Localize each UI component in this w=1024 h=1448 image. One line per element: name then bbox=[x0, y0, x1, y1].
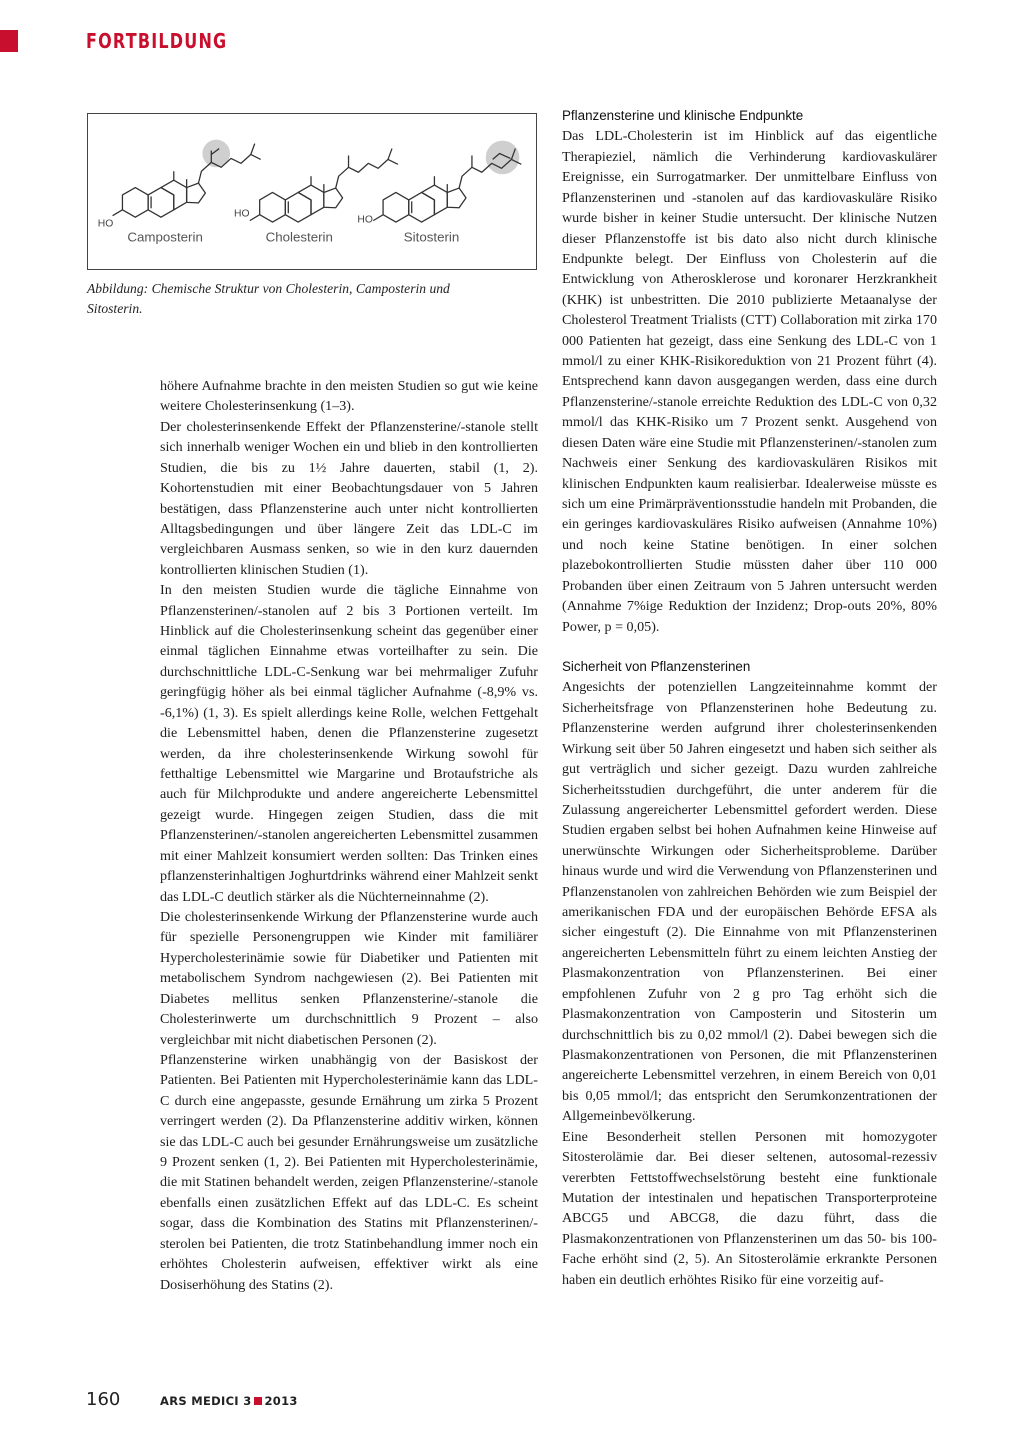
paragraph: Eine Besonderheit stellen Personen mit homozygoter Sitosterolämie dar. Bei dieser seltenen, autosomal-rezessiv vererbten Fettstoffwechselstörung besteht eine funktionale Mutation der intestinalen und hepatischen Transporterproteine ABCG5 und ABCG8, die dazu führt, dass die Plasmakonzentrationen von Pflanzensterinen um das 50- bis 100-Fache erhöht sind (2, 5). An Sitosterolämie erkrankte Personen haben ein deutlich erhöhtes Risiko für eine vorzeitig auf- bbox=[562, 1128, 937, 1288]
journal-name: ARS MEDICI 3 bbox=[160, 1394, 252, 1408]
journal-year: 2013 bbox=[264, 1394, 298, 1408]
camposterin-label: Camposterin bbox=[127, 229, 203, 245]
right-column bbox=[562, 106, 937, 1290]
spacer bbox=[562, 637, 937, 657]
page-number: 160 bbox=[86, 1389, 121, 1410]
ho-label-chol: HO bbox=[234, 208, 250, 220]
paragraph: In den meisten Studien wurde die tägliche Einnahme von Pflanzensterinen/-stanolen auf 2 bis 3 Portionen verteilt. Im Hinblick auf die Cholesterinsenkung scheint das gegenüber einer einmal täglichen Einnahme etwas vorteilhafter zu sein. Die durchschnittliche LDL-C-Senkung war bei mehrmaliger Zufuhr geringfügig höher als bei einmal täglicher Aufnahme (-8,9% vs. -6,1%) (1, 3). Es spielt allerdings keine Rolle, welchen Fettgehalt die Lebensmittel haben, denen die Pflanzensterine zugesetzt werden, da ihre cholesterinsenkende Wirkung sowohl für fetthaltige Lebensmittel wie Margarine und Brotaufstriche als auch für Milchprodukte und andere angereicherte Lebensmittel gezeigt wurde. Hingegen zeigen Studien, dass die mit Pflanzensterinen/-stanolen angereicherten Lebensmittel zusammen mit einer Mahlzeit konsumiert werden sollten: Das Trinken eines pflanzensterinhaltigen Joghurtdrinks während einer Mahlzeit senkt das LDL-C deutlich stärker als die Nüchterneinnahme (2). bbox=[160, 582, 538, 905]
section-heading: Sicherheit von Pflanzensterinen bbox=[562, 658, 751, 674]
sitosterin-label: Sitosterin bbox=[403, 229, 460, 245]
section-heading: Pflanzensterine und klinische Endpunkte bbox=[562, 108, 804, 123]
left-column bbox=[160, 376, 538, 1295]
section-title: FORTBILDUNG bbox=[86, 29, 228, 53]
paragraph: Pflanzensterine wirken unabhängig von der Basiskost der Patienten. Bei Patienten mit Hypercholesterinämie kann das LDL-C durch eine angepasste, gesunde Ernährung um zirka 5 Prozent verringert werden (2). Da Pflanzensterine additiv wirken, können sie das LDL-C auch bei gesunder Ernährungsweise um zusätzliche 9 Prozent senken (1, 2). Bei Patienten mit Hypercholesterinämie, die mit Statinen behandelt werden, zeigen Pflanzensterine/-stanole ebenfalls einen zusätzlichen Effekt auf das LDL-C. Es scheint sogar, dass die Kombination des Statins mit Pflanzensterinen/-sterolen bei Patienten, die trotz Statinbehandlung immer noch ein erhöhtes Cholesterin aufweisen, effektiver wirkt als eine Dosiserhöhung des Statins (2). bbox=[160, 1051, 538, 1293]
paragraph: Das LDL-Cholesterin ist im Hinblick auf das eigentliche Therapieziel, nämlich die Verhinderung kardiovaskulärer Ereignisse, ein Surrogatmarker. Der unmittelbare Einfluss von Pflanzensterinen und -stanolen auf das kardiovaskuläre Risiko wurde bisher in keiner Studie untersucht. Der klinische Nutzen dieser Pflanzenstoffe ist bis dato also nicht durch klinische Endpunkte belegt. Der Einfluss von Cholesterin auf die Entwicklung von Atherosklerose und koronarer Herzkrankheit (KHK) ist unbestritten. Die 2010 publizierte Metaanalyse der Cholesterol Treatment Trialists (CTT) Collaboration mit zirka 170 000 Patienten hat gezeigt, dass eine Senkung des LDL-C von 1 mmol/l zu einer KHK-Risikoreduktion von 21 Prozent führt (4). Entsprechend kann davon ausgegangen werden, dass eine durch Pflanzensterine/-stanole erreichte Reduktion des LDL-C von 0,32 mmol/l das KHK-Risiko um 7 Prozent senkt. Ausgehend von diesen Daten wäre eine Studie mit Pflanzensterinen/-stanolen zum Nachweis einer Senkung des kardiovaskulären Risikos mit klinischen Endpunkten kaum realisierbar. Idealerweise müsste es sich um eine Primärpräventionsstudie handeln mit Probanden, die ein geringes kardiovaskuläres Risiko aufweisen (Annahme 10%) und noch keine Statine benötigen. In einer solchen plazebokontrollierten Studie müssten daher über 110 000 Probanden über einen Zeitraum von 5 Jahren untersucht werden (Annahme 7%ige Reduktion der Inzidenz; Drop-outs 20%, 80% Power, p = 0,05). bbox=[562, 128, 937, 635]
section-marker bbox=[0, 30, 18, 52]
paragraph: Die cholesterinsenkende Wirkung der Pflanzensterine wurde auch für spezielle Personengruppen wie Kinder mit familiärer Hypercholesterinämie sowie für Diabetiker und Patienten mit metabolischem Syndrom nachgewiesen (2). Bei Patienten mit Diabetes mellitus senken Pflanzensterine/-stanole die Cholesterinwerte um durchschnittlich 9 Prozent – also vergleichbar mit nicht diabetischen Personen (2). bbox=[160, 908, 538, 1048]
paragraph: Angesichts der potenziellen Langzeiteinnahme kommt der Sicherheitsfrage von Pflanzensterinen hohe Bedeutung zu. Pflanzensterine werden aufgrund ihrer cholesterinsenkenden Wirkung seit über 50 Jahren eingesetzt und haben sich seither als gut verträglich und sicher gezeigt. Dazu wurden zahlreiche Sicherheitsstudien durchgeführt, die unter anderem für die Zulassung angereicherter Lebensmittel gefordert werden. Diese Studien ergaben selbst bei hohen Aufnahmen keine Hinweise auf unerwünschte Wirkungen oder Sicherheitsprobleme. Darüber hinaus wurde und wird die Verwendung von Pflanzensterinen und Pflanzenstanolen von zahlreichen Behörden wie zum Beispiel der amerikanischen FDA und der europäischen Behörde EFSA als sicher eingestuft (2). Die Einnahme von mit Pflanzensterinen angereicherten Lebensmitteln führt zu einem leichten Anstieg der Plasmakonzentration von Pflanzensterinen. Bei einer empfohlenen Zufuhr von 2 g pro Tag erhöht sich die Plasmakonzentration von Camposterin und Sitosterin um durchschnittlich bis zu 0,02 mmol/l (2). Dabei bewegen sich die Plasmakonzentrationen von Personen, die mit Pflanzensterinen angereicherte Lebensmittel verzehren, in einem Bereich von 0,01 bis 0,05 mmol/l; das entspricht den Serumkonzentrationen der Allgemeinbevölkerung. bbox=[562, 679, 937, 1125]
section-header bbox=[0, 28, 400, 54]
chemical-structure-figure bbox=[87, 113, 537, 270]
journal-info bbox=[160, 1394, 298, 1408]
camposterin-molecule bbox=[113, 144, 261, 218]
sterol-structures-diagram bbox=[88, 114, 536, 269]
figure-caption: Abbildung: Chemische Struktur von Cholesterin, Camposterin und Sitosterin. bbox=[87, 281, 450, 316]
paragraph: höhere Aufnahme brachte in den meisten Studien so gut wie keine weitere Cholesterinsenkung (1–3). bbox=[160, 378, 538, 415]
paragraph: Der cholesterinsenkende Effekt der Pflanzensterine/-stanole stellt sich innerhalb weniger Wochen ein und blieb in den kontrollierten Studien, die bis zu 1½ Jahre dauerten, stabil (1, 2). Kohortenstudien mit einer Beobachtungsdauer von 5 Jahren bestätigen, dass Pflanzensterine auch unter nicht kontrollierten Alltagsbedingungen und über längere Zeit das LDL-C im vergleichbaren Ausmass senken, so wie in den kurz dauernden kontrollierten klinischen Studien (1). bbox=[160, 418, 538, 578]
ho-label-sito: HO bbox=[357, 214, 373, 226]
sito-highlight bbox=[486, 141, 520, 175]
cholesterin-molecule bbox=[250, 149, 398, 223]
ho-label-campo: HO bbox=[97, 218, 114, 230]
cholesterin-label: Cholesterin bbox=[265, 229, 333, 245]
page-footer bbox=[86, 1389, 486, 1413]
separator-square bbox=[254, 1397, 262, 1405]
